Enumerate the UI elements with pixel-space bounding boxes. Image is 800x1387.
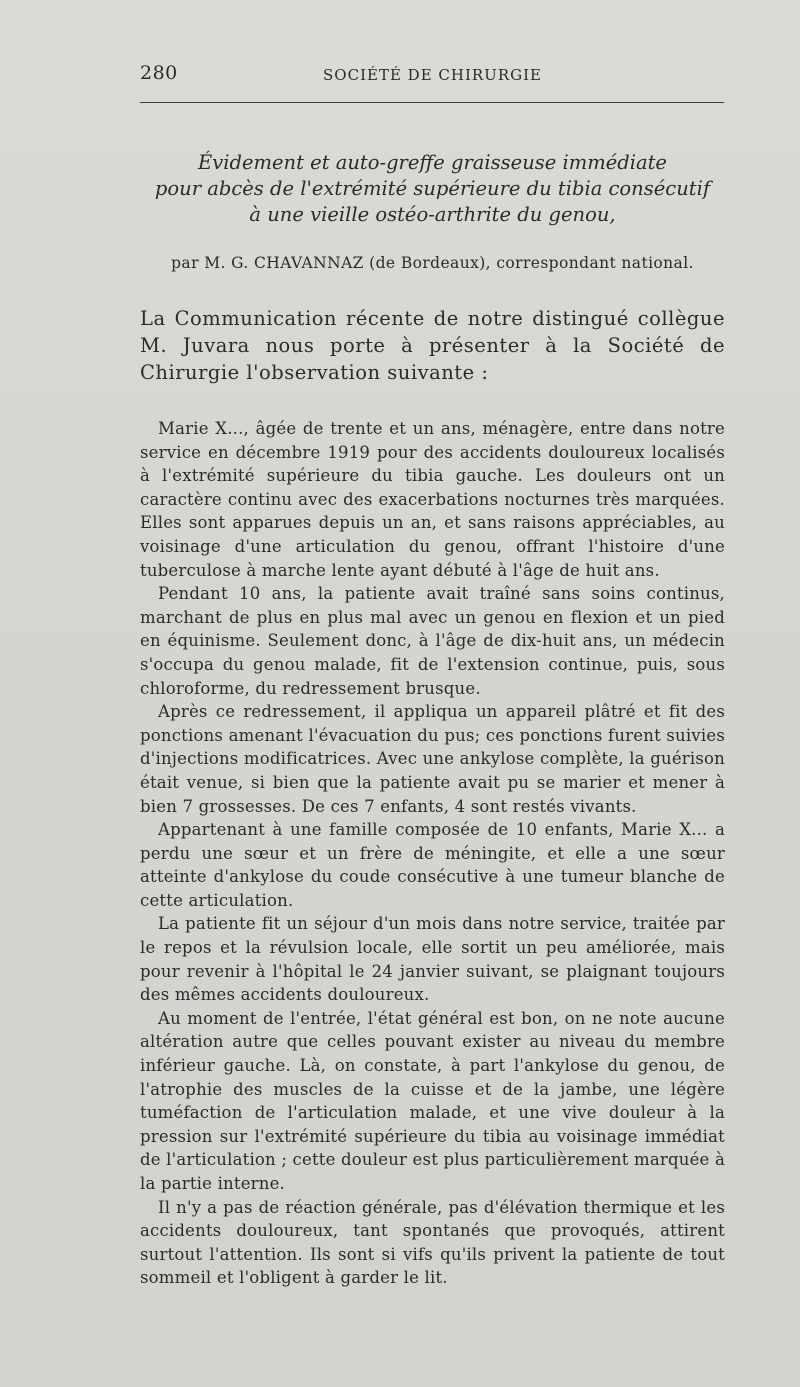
- article-body: [140, 417, 725, 1290]
- body-paragraph: Pendant 10 ans, la patiente avait traîné sans soins continus, marchant de plus en plus mal avec un genou en flexion et un pied en équinisme. Seulement donc, à l'âge de dix-huit ans, un médecin s'occupa du genou malade, fit de l'extension continue, puis, sous chloroforme, du redressement brusque.: [140, 584, 725, 698]
- author-byline: par M. G. CHAVANNAZ (de Bordeaux), correspondant national.: [171, 254, 694, 272]
- body-paragraph: Au moment de l'entrée, l'état général est bon, on ne note aucune altération autre que celles pouvant exister au niveau du membre inférieur gauche. Là, on constate, à part l'ankylose du genou, de l'atrophie des muscles de la cuisse et de la jambe, une légère tuméfaction de l'articulation malade, et une vive douleur à la pression sur l'extrémité supérieure du tibia au voisinage immédiat de l'articulation ; cette douleur est plus particulièrement marquée à la partie interne.: [140, 1008, 725, 1193]
- title-line-1: Évidement et auto-greffe graisseuse immédiate: [198, 151, 667, 174]
- page-number: 280: [140, 62, 178, 84]
- page-header: [140, 62, 725, 92]
- body-paragraph: Marie X..., âgée de trente et un ans, ménagère, entre dans notre service en décembre 1919 pour des accidents douloureux localisés à l'extrémité supérieure du tibia gauche. Les douleurs ont un caractère continu avec des exacerbations nocturnes très marquées. Elles sont apparues depuis un an, et sans raisons appréciables, au voisinage d'une articulation du genou, offrant l'histoire d'une tuberculose à marche lente ayant débuté à l'âge de huit ans.: [140, 419, 725, 580]
- title-line-2: pour abcès de l'extrémité supérieure du tibia consécutif: [154, 177, 711, 200]
- title-line-3: à une vieille ostéo-arthrite du genou,: [249, 203, 616, 226]
- body-paragraph: Après ce redressement, il appliqua un appareil plâtré et fit des ponctions amenant l'évacuation du pus; ces ponctions furent suivies d'injections modificatrices. Avec une ankylose complète, la guérison était venue, si bien que la patiente avait pu se marier et mener à bien 7 grossesses. De ces 7 enfants, 4 sont restés vivants.: [140, 702, 725, 816]
- body-paragraph: La patiente fit un séjour d'un mois dans notre service, traitée par le repos et la révulsion locale, elle sortit un peu améliorée, mais pour revenir à l'hôpital le 24 janvier suivant, se plaignant toujours des mêmes accidents douloureux.: [140, 914, 725, 1005]
- body-paragraph: Il n'y a pas de réaction générale, pas d'élévation thermique et les accidents douloureux, tant spontanés que provoqués, attirent surtout l'attention. Ils sont si vifs qu'ils privent la patiente de tout sommeil et l'obligent à garder le lit.: [140, 1197, 725, 1288]
- body-paragraph: Appartenant à une famille composée de 10 enfants, Marie X... a perdu une sœur et un frère de méningite, et elle a une sœur atteinte d'ankylose du coude consécutive à une tumeur blanche de cette articulation.: [140, 820, 725, 910]
- article-title: [140, 150, 725, 228]
- intro-paragraph: La Communication récente de notre distingué collègue M. Juvara nous porte à présenter à la Société de Chirurgie l'observation suivante :: [140, 307, 725, 384]
- running-head: SOCIÉTÉ DE CHIRURGIE: [323, 66, 542, 84]
- header-rule: [140, 102, 724, 103]
